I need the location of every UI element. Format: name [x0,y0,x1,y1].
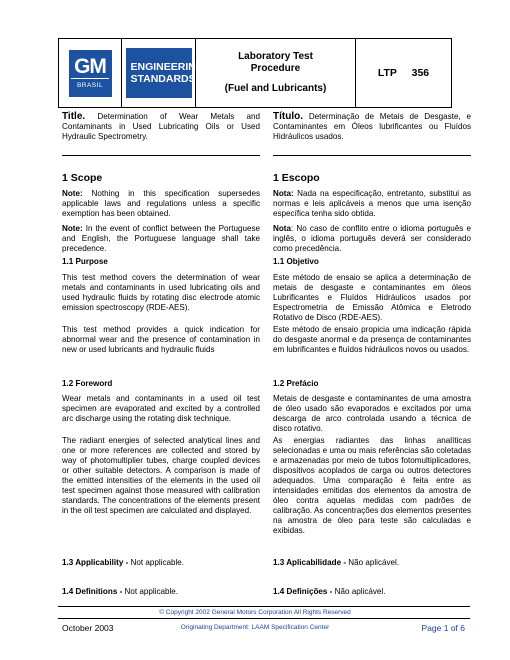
standards-line-1: ENGINEERING [130,61,205,73]
procedure-line-1: Laboratory Test [238,51,313,62]
footer-department: Originating Department: LAAM Specification Center [180,624,330,631]
applicability-label: 1.3 Aplicabilidade - [273,558,347,567]
purpose-heading-en: 1.1 Purpose [62,257,108,266]
applicability-label: 1.3 Applicability - [62,558,129,567]
definitions-text: Not applicable. [124,587,179,596]
title-pt-label: Título. [273,111,303,122]
definitions-label: 1.4 Definitions - [62,587,123,596]
foreword-p2-pt: As energias radiantes das linhas analíticas selecionadas e uma ou mais referências são coletadas e armazenadas por meio de tubos fotomultiplicadores, dispositivos acoplados de carga ou outros detectores adequados. Uma comparação é feita entre as intensidades emitidas dos elementos da amostra de óleo contra aquelas medidas com padrões de calibração. As concentrações dos elementos presentes na amostra de óleo para teste são calculadas e exibidas. [273,436,471,535]
applicability-text: Not applicable. [130,558,185,567]
footer-divider-2 [58,618,470,619]
gm-logo [69,50,112,97]
engineering-standards-badge [126,48,205,98]
definitions-text: Não aplicável. [334,587,386,596]
scope-heading-pt: 1 Escopo [273,172,320,184]
logo-text: GM [71,56,109,79]
procedure-line-2: Procedure [250,63,301,74]
note-text: In the event of conflict between the Portuguese and English, the Portuguese language shall take precedence. [62,224,261,253]
title-en [62,112,260,156]
definitions-label: 1.4 Definições - [273,587,333,596]
applicability-en [62,558,260,568]
standards-line-2: STANDARDS [130,73,196,85]
foreword-p1-en: Wear metals and contaminants in a used oil test specimen are evaporated and excited by a controlled arc discharge using the rotating disk technique. [62,394,260,423]
logo-cell [59,39,122,107]
standards-cell [122,39,205,107]
footer-divider [58,606,470,607]
applicability-text: Não aplicável. [348,558,400,567]
purpose-p1-pt: Este método de ensaio se aplica a determinação de metais de desgaste e contaminantes em óleos Lubrificantes e Fluídos Hidráulicos usados por Espectrometria de Emissão Atômica e Eletrodo Rotativo de Disco (RDE-AES). [273,273,471,322]
procedure-line-3: (Fuel and Lubricants) [224,83,327,94]
foreword-heading-en: 1.2 Foreword [62,379,113,388]
scope-heading-en: 1 Scope [62,172,103,184]
footer-page-number: Page 1 of 6 [421,623,465,633]
note-label: Nota [273,224,291,233]
title-pt-text: Determinação de Metais de Desgaste, e Contaminantes em Óleos lubrificantes ou Fluídos Hidráulicos usados. [273,112,472,141]
foreword-heading-pt: 1.2 Prefácio [273,379,319,388]
note-label: Note: [62,224,83,233]
footer-date: October 2003 [62,623,114,633]
foreword-p1-pt: Metais de desgaste e contaminantes de uma amostra de óleo usado são evaporados e excitados por uma descarga de arco controlada usando a técnica de disco rotativo. [273,394,471,433]
document-header [58,38,452,108]
note-label: Nota: [273,189,294,198]
purpose-p2-pt: Este método de ensaio propicia uma indicação rápida do desgaste anormal e da presença de contaminantes em lubrificantes e fluídos hidráulicos novos ou usados. [273,325,471,354]
purpose-p1-en: This test method covers the determination of wear metals and contaminants in used lubricating oils and used hydraulic fluids by rotating disc electrode atomic emission spectroscopy (RDE-AES). [62,273,260,312]
note-text: Nada na especificação, entretanto, substitui as normas e leis aplicáveis a menos que uma isenção específica tenha sido obtida. [273,189,472,218]
copyright-notice: © Copyright 2002 General Motors Corporation All Rights Reserved [159,609,351,616]
note-2-en [62,224,260,254]
foreword-p2-en: The radiant energies of selected analytical lines and one or more references are collected and stored by way of photomultiplier tubes, charge coupled devices or other suitable detectors. A comparison is made of the emitted intensities of the elements in the used oil test specimen against those measured with calibration standards. The concentrations of the elements present in the oil test specimen are calculated and displayed. [62,436,260,515]
note-2-pt [273,224,471,254]
applicability-pt [273,558,471,568]
note-text: Nothing in this specification supersedes applicable laws and regulations unless a specific exemption has been obtained. [62,189,260,218]
note-1-en [62,189,260,219]
title-en-text: Determination of Wear Metals and Contaminants in Used Lubricating Oils or Used Hydraulic Spectrometry. [62,112,260,141]
definitions-pt [273,587,471,597]
title-pt [273,112,471,156]
logo-subtext: BRASIL [76,82,104,89]
note-1-pt [273,189,471,219]
purpose-p2-en: This test method provides a quick indication for abnormal wear and the presence of contamination in new or used lubricants and hydraulic fluids [62,325,260,354]
title-en-label: Title. [62,111,86,122]
procedure-cell [196,39,356,107]
doc-id: LTP 356 [377,67,430,79]
note-text: : No caso de conflito entre o idioma português e inglês, o idioma português deverá ser considerado como precedência. [273,224,471,253]
definitions-en [62,587,260,597]
note-label: Note: [62,189,83,198]
purpose-heading-pt: 1.1 Objetivo [273,257,319,266]
